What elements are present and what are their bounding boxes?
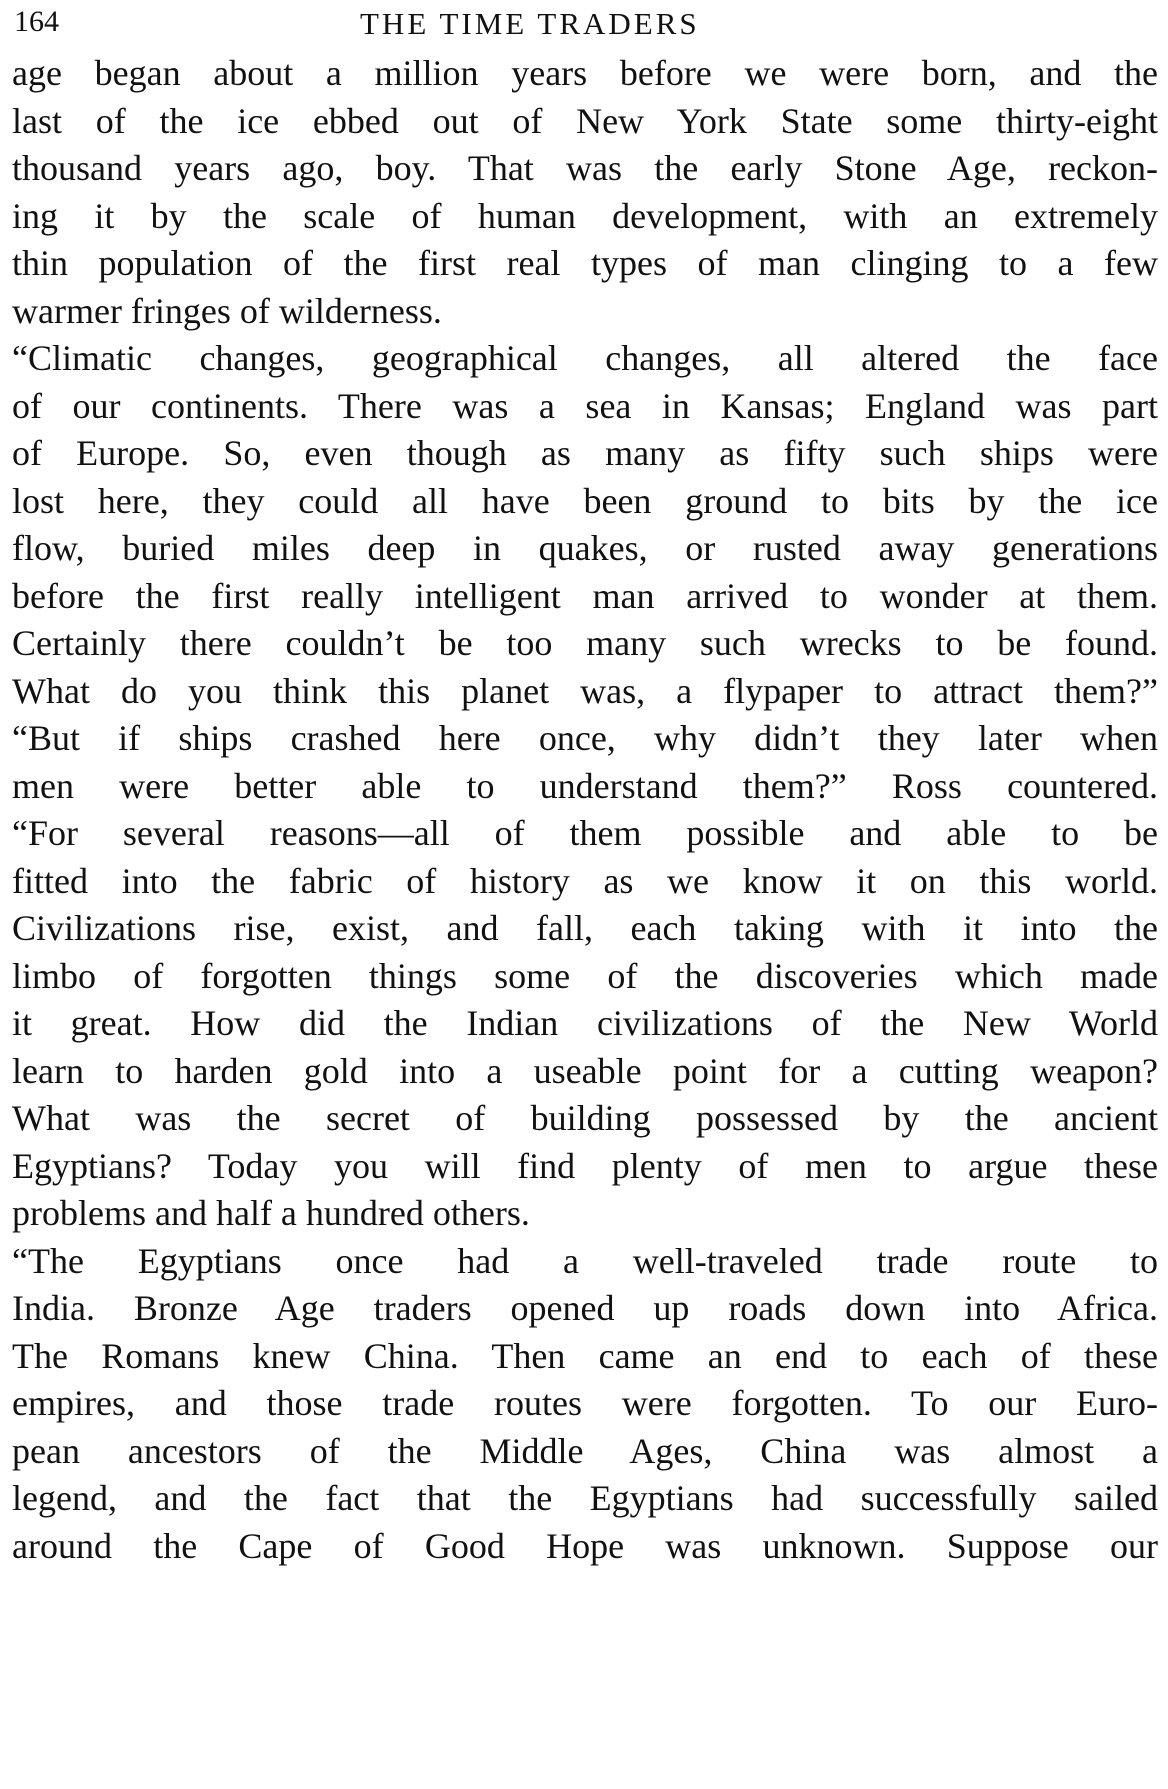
text-line: it great. How did the Indian civilizations of the New World [12,1003,1158,1043]
text-line: of Europe. So, even though as many as fifty such ships were [12,433,1158,473]
text-line: Egyptians? Today you will find plenty of men to argue these [12,1145,1158,1186]
text-line: around the Cape of Good Hope was unknown. Suppose our [12,1525,1158,1566]
text-line: lost here, they could all have been ground to bits by the ice [12,480,1158,521]
text-line: India. Bronze Age traders opened up roads down into Africa. [12,1288,1158,1328]
text-line: flow, buried miles deep in quakes, or rusted away generations [12,528,1158,568]
text-line: fitted into the fabric of history as we know it on this world. [12,860,1158,901]
text-line: legend, and the fact that the Egyptians had successfully sailed [12,1478,1158,1518]
text-line: pean ancestors of the Middle Ages, China was almost a [12,1430,1158,1471]
text-line: Civilizations rise, exist, and fall, each taking with it into the [12,908,1158,948]
text-line: learn to harden gold into a useable point for a cutting weapon? [12,1050,1158,1091]
text-line: “For several reasons—all of them possible and able to be [12,813,1158,853]
text-line: Certainly there couldn’t be too many such wrecks to be found. [12,623,1158,663]
text-line: “The Egyptians once had a well-traveled trade route to [12,1240,1158,1281]
text-line: thin population of the first real types of man clinging to a few [12,243,1158,283]
page-number: 164 [14,5,59,38]
text-line: empires, and those trade routes were forgotten. To our Euro- [12,1383,1158,1423]
text-line: “Climatic changes, geographical changes, all altered the face [12,338,1158,378]
text-line: men were better able to understand them?” Ross countered. [12,765,1158,806]
page-header [0,0,1168,48]
text-line: last of the ice ebbed out of New York State some thirty-eight [12,100,1158,141]
text-line: What was the secret of building possessed by the ancient [12,1098,1158,1138]
text-line: problems and half a hundred others. [12,1193,530,1233]
text-line: The Romans knew China. Then came an end to each of these [12,1335,1158,1376]
text-line: limbo of forgotten things some of the discoveries which made [12,955,1158,996]
text-line: thousand years ago, boy. That was the early Stone Age, reckon- [12,148,1158,188]
text-line: “But if ships crashed here once, why didn’t they later when [12,718,1158,758]
text-line: ing it by the scale of human development, with an extremely [12,195,1158,236]
running-head: THE TIME TRADERS [360,6,700,41]
text-line: warmer fringes of wilderness. [12,290,442,331]
text-line: What do you think this planet was, a flypaper to attract them?” [12,670,1158,711]
body-text [12,50,1158,1570]
text-line: of our continents. There was a sea in Kansas; England was part [12,385,1158,426]
text-line: age began about a million years before we were born, and the [12,53,1158,93]
text-line: before the first really intelligent man arrived to wonder at them. [12,575,1158,616]
